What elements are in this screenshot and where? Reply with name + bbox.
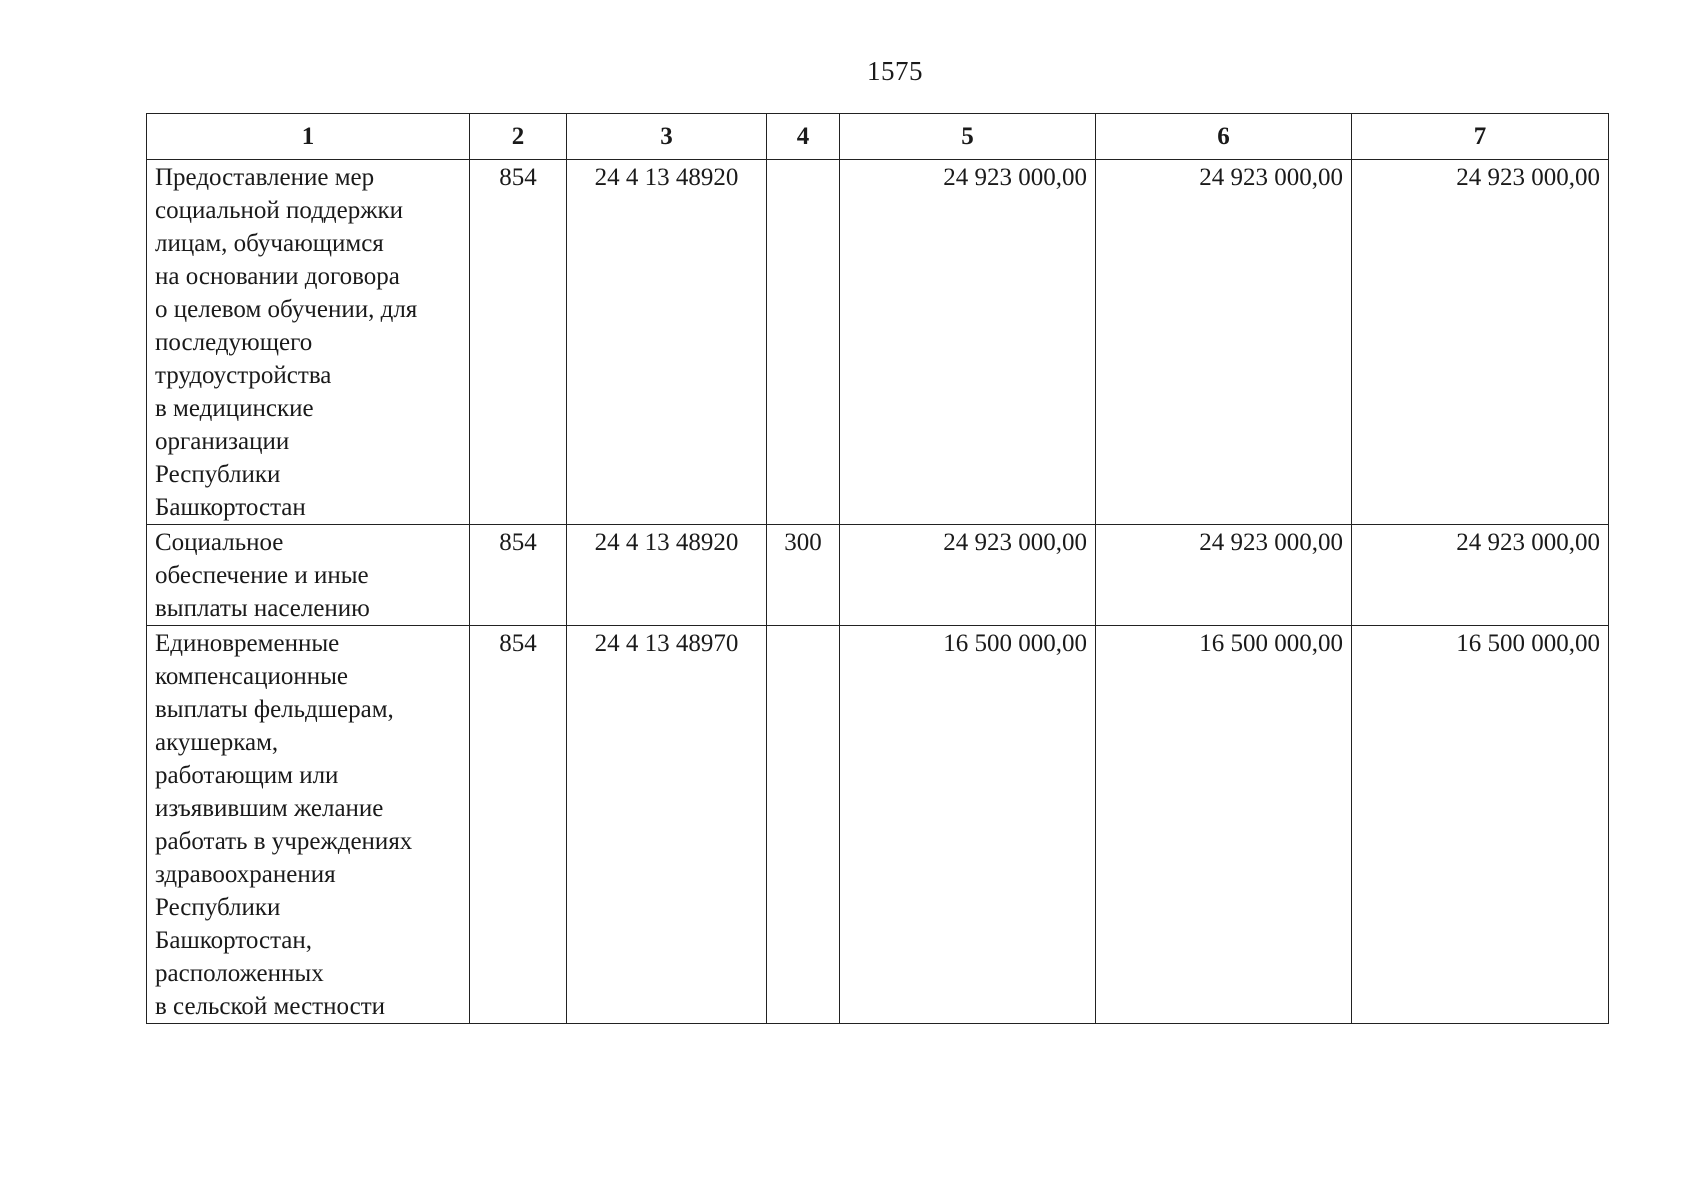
row-name-line: Башкортостан, — [155, 927, 313, 954]
header-col-5: 5 — [840, 114, 1096, 160]
row-name — [147, 525, 470, 626]
header-col-6: 6 — [1096, 114, 1352, 160]
row-type — [767, 160, 840, 525]
row-amount-3: 24 923 000,00 — [1352, 160, 1609, 525]
row-name-line: Республики — [155, 894, 281, 921]
row-name-line: организации — [155, 428, 290, 455]
header-col-2: 2 — [470, 114, 567, 160]
header-col-1: 1 — [147, 114, 470, 160]
row-amount-1: 24 923 000,00 — [840, 525, 1096, 626]
header-col-4: 4 — [767, 114, 840, 160]
row-code: 854 — [470, 160, 567, 525]
row-name-line: выплаты населению — [155, 595, 370, 622]
table-row — [147, 525, 1609, 626]
row-name-line: о целевом обучении, для — [155, 296, 418, 323]
row-type: 300 — [767, 525, 840, 626]
row-name — [147, 160, 470, 525]
header-col-7: 7 — [1352, 114, 1609, 160]
row-name-line: трудоустройства — [155, 362, 332, 389]
row-target: 24 4 13 48970 — [567, 626, 767, 1024]
row-name-line: работать в учреждениях — [155, 828, 413, 855]
row-name-line: изъявившим желание — [155, 795, 384, 822]
row-name-line: обеспечение и иные — [155, 562, 369, 589]
row-name-line: социальной поддержки — [155, 197, 404, 224]
row-name-line: расположенных — [155, 960, 324, 987]
row-name-line: компенсационные — [155, 663, 348, 690]
row-amount-1: 16 500 000,00 — [840, 626, 1096, 1024]
row-name-line: Предоставление мер — [155, 164, 375, 191]
header-col-3: 3 — [567, 114, 767, 160]
row-name-line: в сельской местности — [155, 993, 385, 1020]
row-name-line: Башкортостан — [155, 494, 306, 521]
row-target: 24 4 13 48920 — [567, 160, 767, 525]
row-type — [767, 626, 840, 1024]
row-name — [147, 626, 470, 1024]
row-name-line: Социальное — [155, 529, 284, 556]
row-name-line: акушеркам, — [155, 729, 279, 756]
row-amount-3: 24 923 000,00 — [1352, 525, 1609, 626]
row-code: 854 — [470, 626, 567, 1024]
row-amount-2: 16 500 000,00 — [1096, 626, 1352, 1024]
row-amount-2: 24 923 000,00 — [1096, 160, 1352, 525]
table-row — [147, 160, 1609, 525]
row-target: 24 4 13 48920 — [567, 525, 767, 626]
row-name-line: в медицинские — [155, 395, 314, 422]
row-amount-2: 24 923 000,00 — [1096, 525, 1352, 626]
row-name-line: на основании договора — [155, 263, 400, 290]
row-code: 854 — [470, 525, 567, 626]
row-name-line: выплаты фельдшерам, — [155, 696, 394, 723]
row-name-line: здравоохранения — [155, 861, 336, 888]
page-number: 1575 — [867, 56, 923, 86]
row-amount-3: 16 500 000,00 — [1352, 626, 1609, 1024]
row-name-line: последующего — [155, 329, 313, 356]
row-name-line: Республики — [155, 461, 281, 488]
row-amount-1: 24 923 000,00 — [840, 160, 1096, 525]
header-row — [147, 114, 1609, 160]
row-name-line: лицам, обучающимся — [155, 230, 384, 257]
table-row — [147, 626, 1609, 1024]
row-name-line: работающим или — [155, 762, 339, 789]
row-name-line: Единовременные — [155, 630, 340, 657]
budget-table — [146, 113, 1609, 1024]
